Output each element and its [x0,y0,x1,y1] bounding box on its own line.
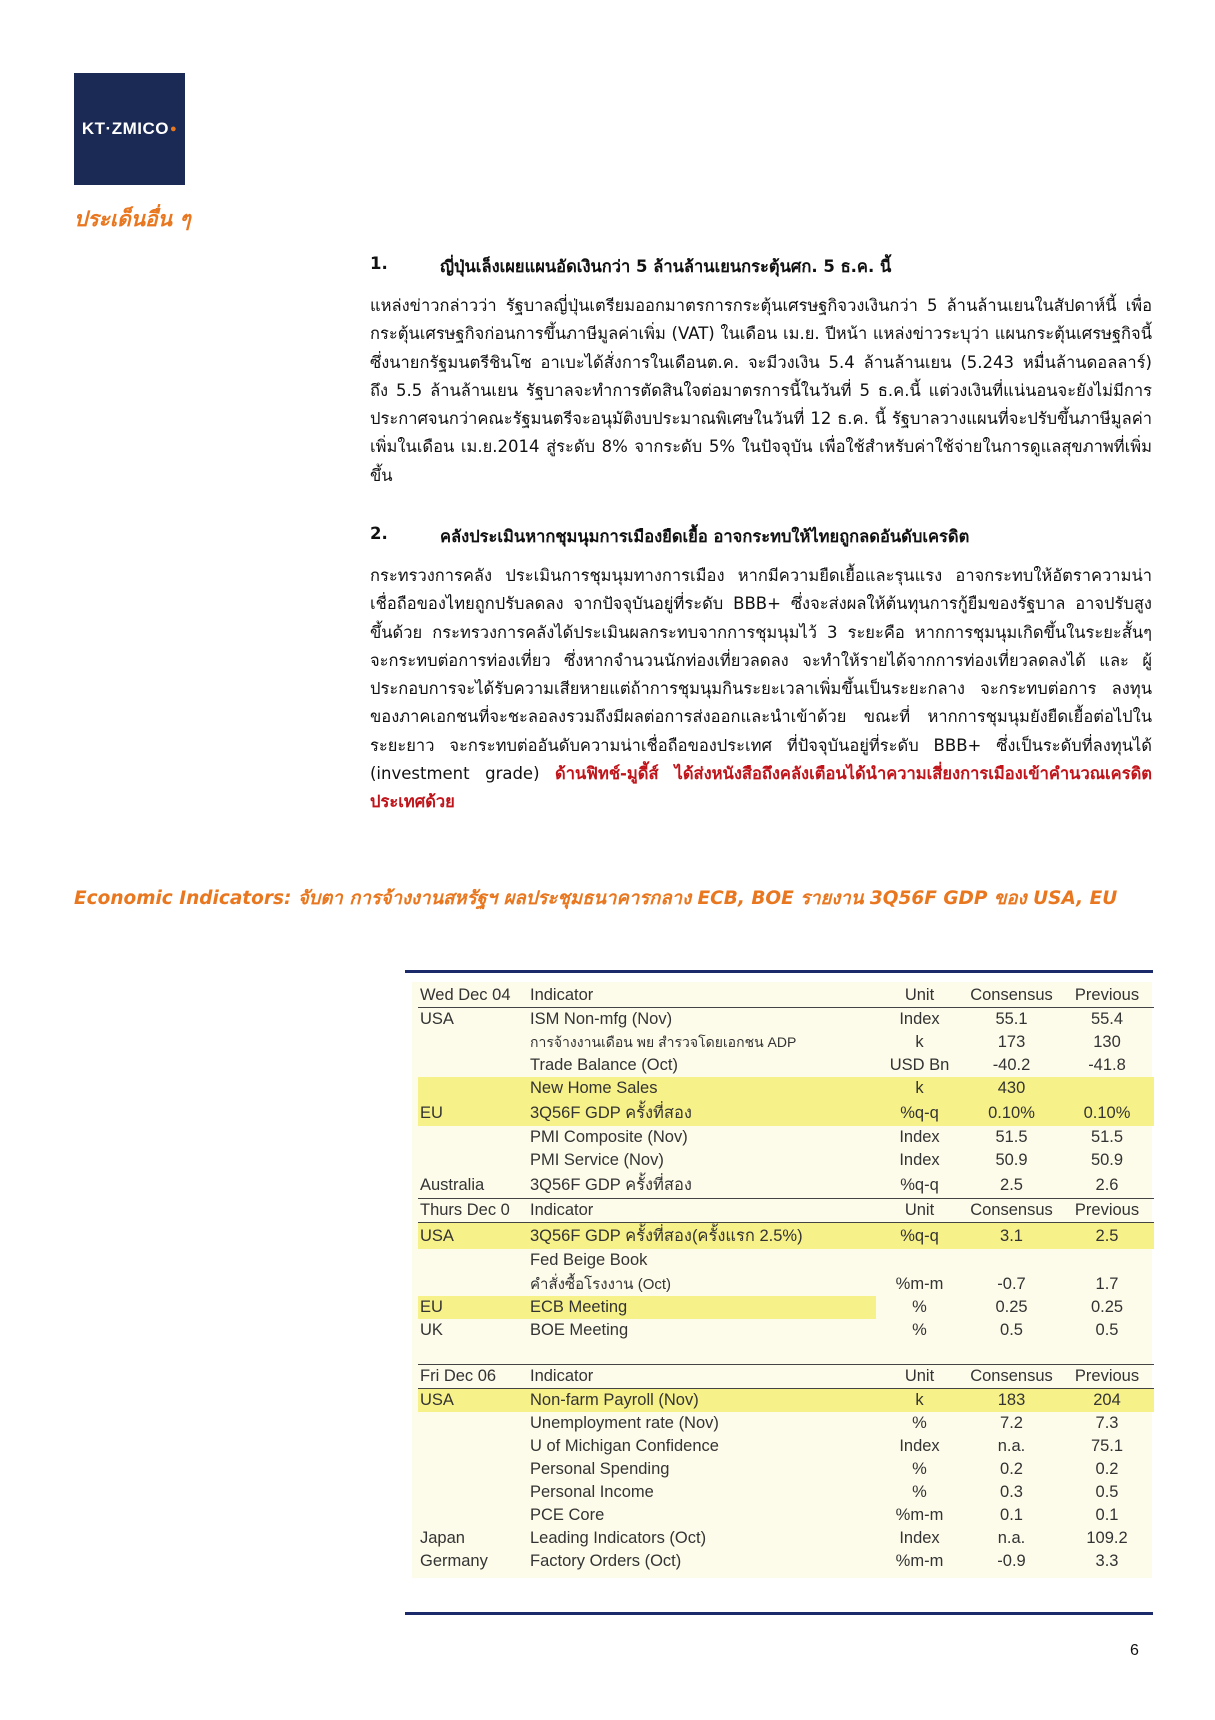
economic-indicators-heading: Economic Indicators: จับตา การจ้างงานสหรัฐฯ ผลประชุมธนาคารกลาง ECB, BOE รายงาน 3Q56F GDP ของ USA, EU [74,888,1118,909]
country-cell [418,1504,528,1527]
unit-cell: % [912,1483,927,1501]
table-bottom-rule [405,1612,1153,1615]
day-label: Fri Dec 06 [418,1365,528,1389]
country-cell: EU [418,1296,528,1319]
indicator-cell: Non-farm Payroll (Nov) [528,1389,876,1413]
header-indicator: Indicator [528,984,876,1008]
indicator-cell: U of Michigan Confidence [530,1437,719,1455]
indicator-cell: PMI Service (Nov) [530,1151,664,1169]
previous-cell: 50.9 [1090,1151,1124,1169]
unit-cell: Index [899,1128,940,1146]
country-cell [418,1054,528,1077]
country-cell: USA [418,1223,528,1250]
table-row [418,1054,1154,1077]
header-unit: Unit [876,984,963,1008]
country-cell [418,1481,528,1504]
consensus-cell: n.a. [997,1529,1026,1547]
unit-cell: % [912,1321,927,1339]
indicator-cell: 3Q56F GDP ครั้งที่สอง(ครั้งแรก 2.5%) [528,1223,876,1250]
indicator-cell: ECB Meeting [528,1296,876,1319]
table-row [418,1412,1154,1435]
indicator-cell: New Home Sales [528,1077,876,1100]
section-title: ประเด็นอื่น ๆ [74,206,191,231]
table-row [418,1527,1154,1550]
consensus-cell: 3.1 [963,1223,1060,1250]
consensus-cell: 2.5 [1000,1175,1023,1194]
unit-cell: USD Bn [889,1056,950,1074]
consensus-cell: n.a. [997,1437,1026,1455]
country-cell [418,1077,528,1100]
country-cell: Australia [420,1175,485,1194]
item2-title: คลังประเมินหากชุมนุมการเมืองยืดเยื้อ อาจกระทบให้ไทยถูกลดอันดับเครดิต [440,527,970,546]
item1-number: 1. [370,254,388,273]
unit-cell: k [876,1077,963,1100]
item1-heading [370,254,1150,280]
economic-calendar-table [418,984,1154,1573]
previous-cell [1060,1249,1154,1272]
country-cell [418,1126,528,1149]
table-row [418,1458,1154,1481]
logo-mark-icon: ● [169,123,178,135]
header-consensus: Consensus [963,1199,1060,1223]
indicator-cell: Leading Indicators (Oct) [530,1529,707,1547]
country-cell [418,1272,528,1296]
country-cell: Japan [420,1529,465,1547]
table-row [418,1435,1154,1458]
indicator-cell: 3Q56F GDP ครั้งที่สอง [528,1100,876,1126]
previous-cell: 0.10% [1060,1100,1154,1126]
item2-body [370,562,1152,817]
country-cell [418,1458,528,1481]
country-cell: Germany [420,1552,488,1570]
previous-cell: 0.1 [1095,1506,1119,1524]
spacer-row [418,1342,1154,1365]
table-row [418,1031,1154,1054]
country-cell: UK [420,1321,443,1339]
previous-cell: 0.25 [1090,1298,1124,1316]
calendar-header-thu [418,1199,1154,1223]
previous-cell: 204 [1060,1389,1154,1413]
previous-cell: 3.3 [1095,1552,1119,1570]
consensus-cell: 50.9 [995,1151,1028,1169]
consensus-cell: 430 [963,1077,1060,1100]
previous-cell: 1.7 [1095,1274,1119,1293]
calendar-header-wed [418,984,1154,1008]
unit-cell: %m-m [895,1274,944,1293]
company-logo [74,73,185,185]
header-previous: Previous [1060,1199,1154,1223]
header-indicator: Indicator [528,1365,876,1389]
consensus-cell: -0.7 [997,1274,1026,1293]
item1-title: ญี่ปุ่นเล็งเผยแผนอัดเงินกว่า 5 ล้านล้านเยนกระตุ้นศก. 5 ธ.ค. นี้ [440,257,892,276]
item1-body: แหล่งข่าวกล่าวว่า รัฐบาลญี่ปุ่นเตรียมออกมาตรการกระตุ้นเศรษฐกิจวงเงินกว่า 5 ล้านล้านเยนในสัปดาห์นี้ เพื่อกระตุ้นเศรษฐกิจก่อนการขึ้นภาษีมูลค่าเพิ่ม (VAT) ในเดือน เม.ย. ปีหน้า แหล่งข่าวระบุว่า แผนกระตุ้นเศรษฐกิจนี้ ซึ่งนายกรัฐมนตรีชินโซ อาเบะได้สั่งการในเดือนต.ค. จะมีวงเงิน 5.4 ล้านล้านเยน (5.243 หมื่นล้านดอลลาร์) ถึง 5.5 ล้านล้านเยน รัฐบาลจะทำการตัดสินใจต่อมาตรการนี้ในวันที่ 5 ธ.ค.นี้ แต่วงเงินที่แน่นอนจะยังไม่มีการประกาศจนกว่าคณะรัฐมนตรีจะอนุมัติงบประมาณพิเศษในวันที่ 12 ธ.ค. นี้ รัฐบาลวางแผนที่จะปรับขึ้นภาษีมูลค่าเพิ่มในเดือน เม.ย.2014 สู่ระดับ 8% จากระดับ 5% ในปัจจุบัน เพื่อใช้สำหรับค่าใช้จ่ายในการดูแลสุขภาพที่เพิ่มขึ้น [370,296,1152,485]
indicator-cell: คำสั่งซื้อโรงงาน (Oct) [530,1276,672,1293]
country-cell [418,1412,528,1435]
consensus-cell: 0.2 [1000,1460,1023,1478]
country-cell [418,1149,528,1172]
consensus-cell: 0.10% [963,1100,1060,1126]
unit-cell: %q-q [900,1175,939,1194]
consensus-cell: 183 [963,1389,1060,1413]
indicator-cell: Trade Balance (Oct) [530,1056,678,1074]
previous-cell: 0.5 [1095,1483,1119,1501]
unit-cell: %q-q [876,1100,963,1126]
country-cell [418,1435,528,1458]
indicator-cell: Fed Beige Book [530,1251,648,1269]
item2-highlight-text: ด้านฟิทช์-มูดี้ส์ ได้ส่งหนังสือถึงคลังเตือนได้นำความเสี่ยงการเมืองเข้าคำนวณเครดิตประเทศด้วย [370,764,1152,812]
country-cell: USA [420,1010,454,1028]
table-row-highlighted [418,1077,1154,1100]
unit-cell [876,1249,963,1272]
table-row [418,1272,1154,1296]
indicator-cell: BOE Meeting [530,1321,629,1339]
consensus-cell: 55.1 [995,1010,1028,1028]
previous-cell: 0.2 [1095,1460,1119,1478]
unit-cell: %m-m [895,1506,944,1524]
table-row [418,1126,1154,1149]
previous-cell [1060,1077,1154,1100]
consensus-cell: 0.5 [1000,1321,1023,1339]
consensus-cell: 0.25 [995,1298,1028,1316]
previous-cell: 2.5 [1060,1223,1154,1250]
consensus-cell: 51.5 [995,1128,1028,1146]
indicator-cell: ISM Non-mfg (Nov) [530,1010,673,1028]
day-label: Thurs Dec 0 [418,1199,528,1223]
previous-cell: 75.1 [1090,1437,1124,1455]
consensus-cell: 0.1 [1000,1506,1023,1524]
indicator-cell: PMI Composite (Nov) [530,1128,688,1146]
table-top-rule [405,970,1153,973]
indicator-cell: Personal Income [530,1483,654,1501]
table-row-partial-highlight [418,1296,1154,1319]
indicator-cell: Factory Orders (Oct) [530,1552,682,1570]
country-cell: EU [418,1100,528,1126]
unit-cell: Index [899,1437,940,1455]
unit-cell: Index [899,1151,940,1169]
table-row [418,1249,1154,1272]
header-consensus: Consensus [963,984,1060,1008]
unit-cell: Index [899,1529,940,1547]
previous-cell: 0.5 [1095,1321,1119,1339]
country-cell [418,1031,528,1054]
indicator-cell: 3Q56F GDP ครั้งที่สอง [530,1176,692,1194]
consensus-cell: 0.3 [1000,1483,1023,1501]
header-previous: Previous [1060,984,1154,1008]
unit-cell: %q-q [876,1223,963,1250]
consensus-cell: -0.9 [997,1552,1026,1570]
table-row [418,1172,1154,1199]
unit-cell: Index [899,1010,940,1028]
header-unit: Unit [876,1199,963,1223]
consensus-cell [963,1249,1060,1272]
calendar-header-fri [418,1365,1154,1389]
table-row [418,1319,1154,1342]
header-previous: Previous [1060,1365,1154,1389]
logo-text: KT·ZMICO [81,119,169,138]
indicator-cell: Unemployment rate (Nov) [530,1414,719,1432]
table-row [418,1504,1154,1527]
header-indicator: Indicator [528,1199,876,1223]
table-row [418,1481,1154,1504]
item2-number: 2. [370,524,388,543]
previous-cell: 109.2 [1086,1529,1128,1547]
previous-cell: 2.6 [1095,1175,1119,1194]
unit-cell: %m-m [895,1552,944,1570]
unit-cell: k [876,1389,963,1413]
table-row [418,1008,1154,1032]
indicator-cell: PCE Core [530,1506,605,1524]
unit-cell: % [912,1298,927,1316]
header-unit: Unit [876,1365,963,1389]
previous-cell: 51.5 [1090,1128,1124,1146]
indicator-cell: การจ้างงานเดือน พย สำรวจโดยเอกชน ADP [530,1033,797,1050]
table-row-highlighted [418,1389,1154,1413]
previous-cell: 7.3 [1095,1414,1119,1432]
unit-cell: % [912,1460,927,1478]
country-cell [418,1249,528,1272]
consensus-cell: 7.2 [1000,1414,1023,1432]
day-label: Wed Dec 04 [418,984,528,1008]
previous-cell: -41.8 [1088,1056,1126,1074]
unit-cell: % [912,1414,927,1432]
unit-cell: k [915,1033,924,1051]
country-cell: USA [418,1389,528,1413]
table-row [418,1149,1154,1172]
item2-body-text: กระทรวงการคลัง ประเมินการชุมนุมทางการเมือง หากมีความยืดเยื้อและรุนแรง อาจกระทบให้อัตราความน่าเชื่อถือของไทยถูกปรับลดลง จากปัจจุบันอยู่ที่ระดับ BBB+ ซึ่งจะส่งผลให้ต้นทุนการกู้ยืมของรัฐบาล อาจปรับสูงขึ้นด้วย กระทรวงการคลังได้ประเมินผลกระทบจากการชุมนุมไว้ 3 ระยะคือ หากการชุมนุมเกิดขึ้นในระยะสั้นๆ จะกระทบต่อการท่องเที่ยว ซึ่งหากจำนวนนักท่องเที่ยวลดลง จะทำให้รายได้จากการท่องเที่ยวลดลงได้ และ ผู้ประกอบการจะได้รับความเสียหายแต่ถ้าการชุมนุมกินระยะเวลาเพิ่มขึ้นเป็นระยะกลาง จะกระทบต่อการ ลงทุนของภาคเอกชนที่จะชะลอลงรวมถึงมีผลต่อการส่งออกและนำเข้าด้วย ขณะที่ หากการชุมนุมยังยืดเยื้อต่อไปในระยะยาว จะกระทบต่ออันดับความน่าเชื่อถือของประเทศ ที่ปัจจุบันอยู่ที่ระดับ BBB+ ซึ่งเป็นระดับที่ลงทุนได้ (investment grade) [370,566,1152,784]
consensus-cell: -40.2 [992,1056,1031,1074]
table-row-highlighted [418,1100,1154,1126]
previous-cell: 130 [1093,1033,1121,1051]
consensus-cell: 173 [997,1033,1026,1051]
table-row [418,1550,1154,1573]
header-consensus: Consensus [963,1365,1060,1389]
page-number: 6 [1130,1642,1139,1659]
previous-cell: 55.4 [1090,1010,1124,1028]
item2-heading [370,524,1150,550]
table-row-highlighted [418,1223,1154,1250]
indicator-cell: Personal Spending [530,1460,670,1478]
